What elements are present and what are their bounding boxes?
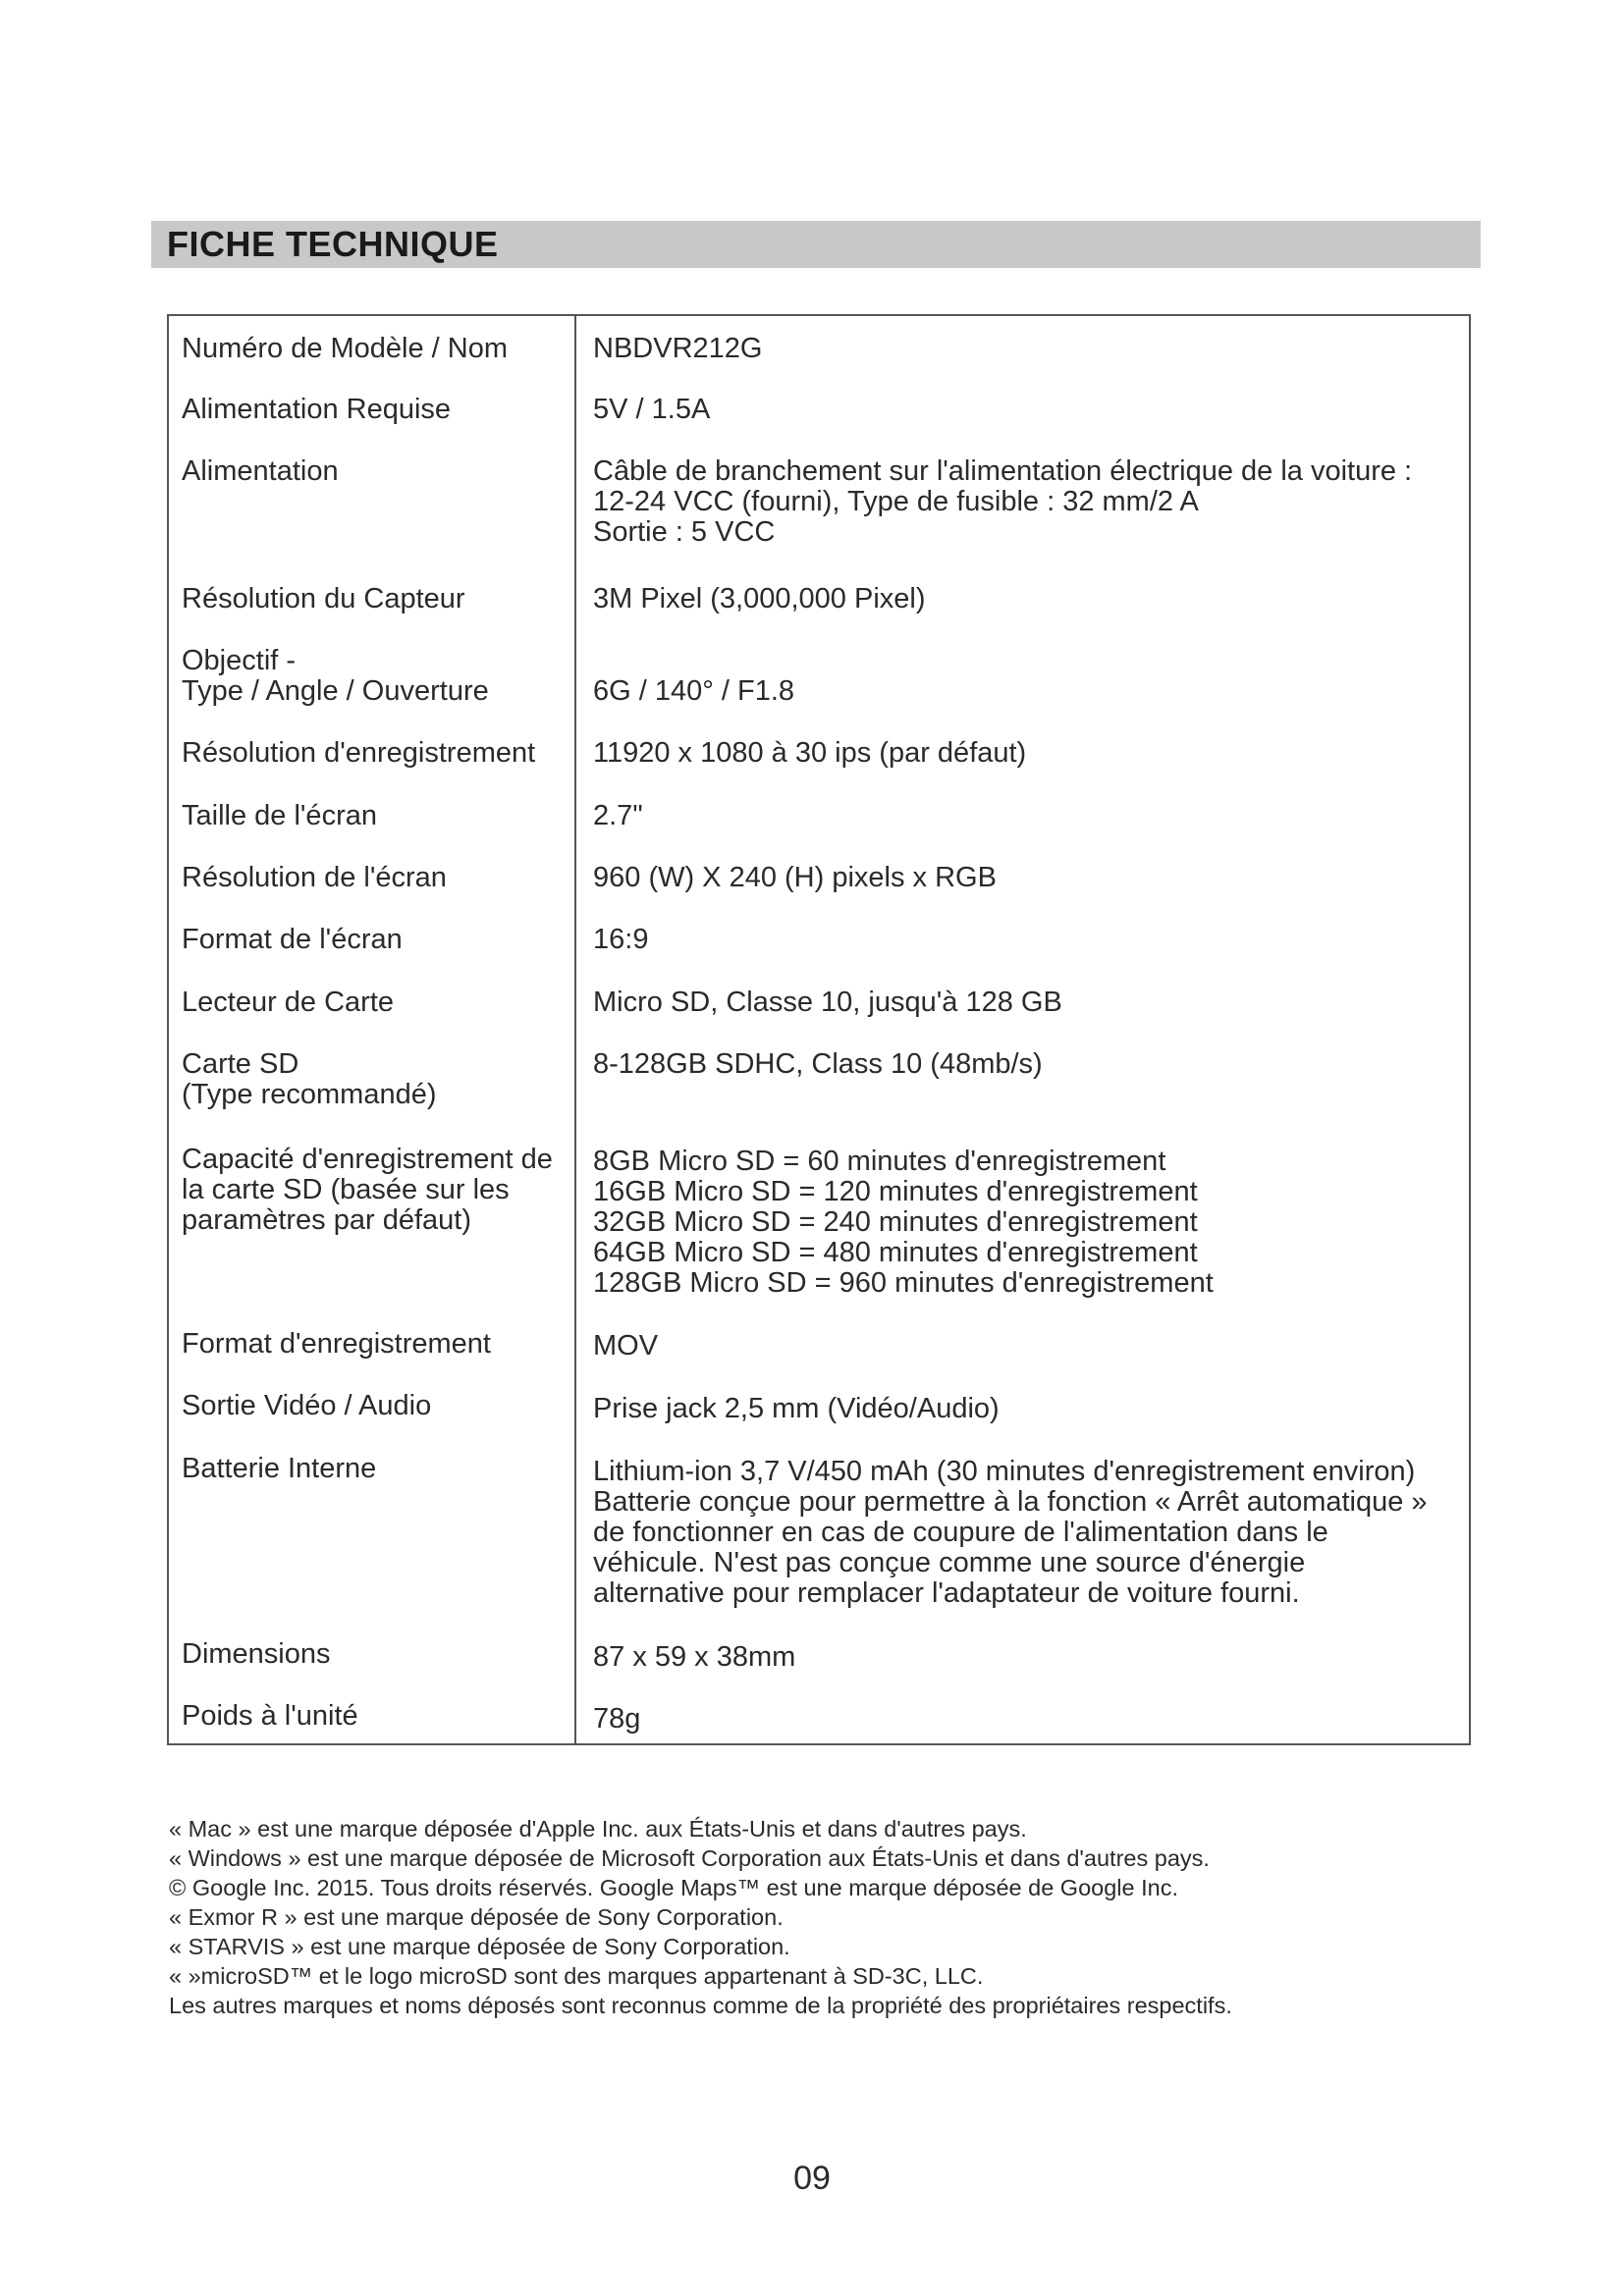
spec-label xyxy=(169,925,576,955)
spec-value-line: Câble de branchement sur l'alimentation électrique de la voiture : xyxy=(593,455,1413,487)
spec-row xyxy=(169,925,1469,955)
spec-label xyxy=(169,738,576,769)
spec-value xyxy=(576,1704,640,1735)
spec-label-line: Alimentation xyxy=(182,455,339,487)
spec-label xyxy=(169,584,576,614)
spec-row xyxy=(169,1391,1469,1424)
spec-label xyxy=(169,1329,576,1362)
spec-value xyxy=(576,584,926,614)
spec-row xyxy=(169,738,1469,769)
spec-table xyxy=(167,314,1471,1745)
spec-row xyxy=(169,988,1469,1018)
spec-value-line: 8-128GB SDHC, Class 10 (48mb/s) xyxy=(593,1048,1043,1080)
trademark-note: « Windows » est une marque déposée de Microsoft Corporation aux États-Unis et dans d'autres pays. xyxy=(169,1845,1210,1871)
spec-value-line: véhicule. N'est pas conçue comme une source d'énergie xyxy=(593,1547,1306,1578)
trademark-note: « Mac » est une marque déposée d'Apple Inc. aux États-Unis et dans d'autres pays. xyxy=(169,1816,1027,1842)
spec-row xyxy=(169,1049,1469,1110)
section-header xyxy=(151,221,1481,268)
spec-row xyxy=(169,801,1469,831)
spec-value xyxy=(576,1394,1000,1424)
spec-label-line: Alimentation Requise xyxy=(182,394,452,425)
spec-label xyxy=(169,1639,576,1673)
spec-label xyxy=(169,1049,576,1110)
spec-row xyxy=(169,1639,1469,1673)
spec-label xyxy=(169,456,576,548)
spec-value-line: 87 x 59 x 38mm xyxy=(593,1641,796,1673)
spec-label-line: Carte SD xyxy=(182,1048,299,1080)
spec-label-line: Résolution du Capteur xyxy=(182,583,465,614)
spec-label-line: Taille de l'écran xyxy=(182,800,377,831)
spec-value-line: 3M Pixel (3,000,000 Pixel) xyxy=(593,583,926,614)
spec-label-line: Batterie Interne xyxy=(182,1453,377,1484)
spec-value xyxy=(576,1642,795,1673)
spec-value-line: 78g xyxy=(593,1703,641,1735)
spec-label-line: Poids à l'unité xyxy=(182,1700,358,1732)
spec-value-line: de fonctionner en cas de coupure de l'alimentation dans le xyxy=(593,1517,1328,1548)
spec-row xyxy=(169,334,1469,364)
spec-value xyxy=(576,1331,658,1362)
spec-label-line: la carte SD (basée sur les xyxy=(182,1174,510,1205)
spec-value-line: Batterie conçue pour permettre à la fonction « Arrêt automatique » xyxy=(593,1486,1428,1518)
spec-label xyxy=(169,863,576,893)
spec-row xyxy=(169,1145,1469,1299)
page-title: FICHE TECHNIQUE xyxy=(167,224,499,264)
spec-label xyxy=(169,1701,576,1735)
spec-label xyxy=(169,334,576,364)
spec-value-line: 2.7" xyxy=(593,800,643,831)
spec-label-line: Lecteur de Carte xyxy=(182,987,395,1018)
spec-value-line: 32GB Micro SD = 240 minutes d'enregistrement xyxy=(593,1206,1198,1238)
spec-row xyxy=(169,646,1469,707)
trademark-notes xyxy=(169,1814,1485,2020)
spec-label-line: Type / Angle / Ouverture xyxy=(182,675,489,707)
spec-value xyxy=(576,988,1062,1018)
spec-label xyxy=(169,646,576,707)
spec-value-line: 11920 x 1080 à 30 ips (par défaut) xyxy=(593,737,1027,769)
spec-label xyxy=(169,395,576,425)
spec-label xyxy=(169,1145,576,1299)
spec-row xyxy=(169,456,1469,548)
spec-value-line: Sortie : 5 VCC xyxy=(593,516,776,548)
spec-label-line: Résolution de l'écran xyxy=(182,862,447,893)
spec-label-line: Capacité d'enregistrement de xyxy=(182,1144,553,1175)
trademark-note: « Exmor R » est une marque déposée de Sony Corporation. xyxy=(169,1904,784,1930)
spec-value-line: 6G / 140° / F1.8 xyxy=(593,675,795,707)
spec-value xyxy=(576,925,648,955)
spec-value-line: 12-24 VCC (fourni), Type de fusible : 32 mm/2 A xyxy=(593,486,1199,517)
spec-value xyxy=(576,1049,1043,1110)
spec-label xyxy=(169,988,576,1018)
spec-row xyxy=(169,395,1469,425)
spec-label-line: Objectif - xyxy=(182,645,297,676)
spec-label xyxy=(169,801,576,831)
spec-value xyxy=(576,801,643,831)
spec-value-line: 16:9 xyxy=(593,924,649,955)
spec-value xyxy=(576,456,1412,548)
spec-value xyxy=(576,395,710,425)
spec-label-line: (Type recommandé) xyxy=(182,1079,437,1110)
spec-row xyxy=(169,1329,1469,1362)
spec-label xyxy=(169,1454,576,1609)
spec-row xyxy=(169,1701,1469,1735)
spec-label-line: Format de l'écran xyxy=(182,924,403,955)
spec-value-line: alternative pour remplacer l'adaptateur de voiture fourni. xyxy=(593,1577,1300,1609)
spec-value-line: 64GB Micro SD = 480 minutes d'enregistrement xyxy=(593,1237,1198,1268)
spec-label-line: Sortie Vidéo / Audio xyxy=(182,1390,432,1421)
spec-label-line: Dimensions xyxy=(182,1638,331,1670)
trademark-note: « STARVIS » est une marque déposée de Sony Corporation. xyxy=(169,1934,790,1959)
spec-value-line: Lithium-ion 3,7 V/450 mAh (30 minutes d'enregistrement environ) xyxy=(593,1456,1416,1487)
spec-value xyxy=(576,738,1026,769)
spec-value xyxy=(576,1457,1428,1609)
spec-value xyxy=(576,863,997,893)
spec-value-line: 960 (W) X 240 (H) pixels x RGB xyxy=(593,862,997,893)
spec-value-line: Prise jack 2,5 mm (Vidéo/Audio) xyxy=(593,1393,1000,1424)
spec-label-line: Résolution d'enregistrement xyxy=(182,737,536,769)
spec-label-line: Numéro de Modèle / Nom xyxy=(182,333,509,364)
trademark-note: « »microSD™ et le logo microSD sont des marques appartenant à SD-3C, LLC. xyxy=(169,1963,984,1989)
trademark-note: Les autres marques et noms déposés sont reconnus comme de la propriété des propriétaires respectifs. xyxy=(169,1993,1232,2018)
spec-row xyxy=(169,863,1469,893)
spec-value-line: MOV xyxy=(593,1330,659,1362)
spec-value-line: Micro SD, Classe 10, jusqu'à 128 GB xyxy=(593,987,1062,1018)
spec-value xyxy=(576,334,762,364)
spec-row xyxy=(169,1454,1469,1609)
page-number: 09 xyxy=(793,2160,831,2197)
spec-label-line: Format d'enregistrement xyxy=(182,1328,491,1360)
spec-value-line: NBDVR212G xyxy=(593,333,763,364)
spec-label xyxy=(169,1391,576,1424)
spec-value-line: 8GB Micro SD = 60 minutes d'enregistrement xyxy=(593,1146,1166,1177)
spec-row xyxy=(169,584,1469,614)
spec-value xyxy=(576,1147,1214,1299)
spec-value-line: 16GB Micro SD = 120 minutes d'enregistrement xyxy=(593,1176,1198,1207)
spec-label-line: paramètres par défaut) xyxy=(182,1204,471,1236)
spec-value xyxy=(576,676,794,707)
spec-value-line: 5V / 1.5A xyxy=(593,394,711,425)
trademark-note: © Google Inc. 2015. Tous droits réservés. Google Maps™ est une marque déposée de Google Inc. xyxy=(169,1875,1178,1900)
spec-value-line: 128GB Micro SD = 960 minutes d'enregistrement xyxy=(593,1267,1214,1299)
